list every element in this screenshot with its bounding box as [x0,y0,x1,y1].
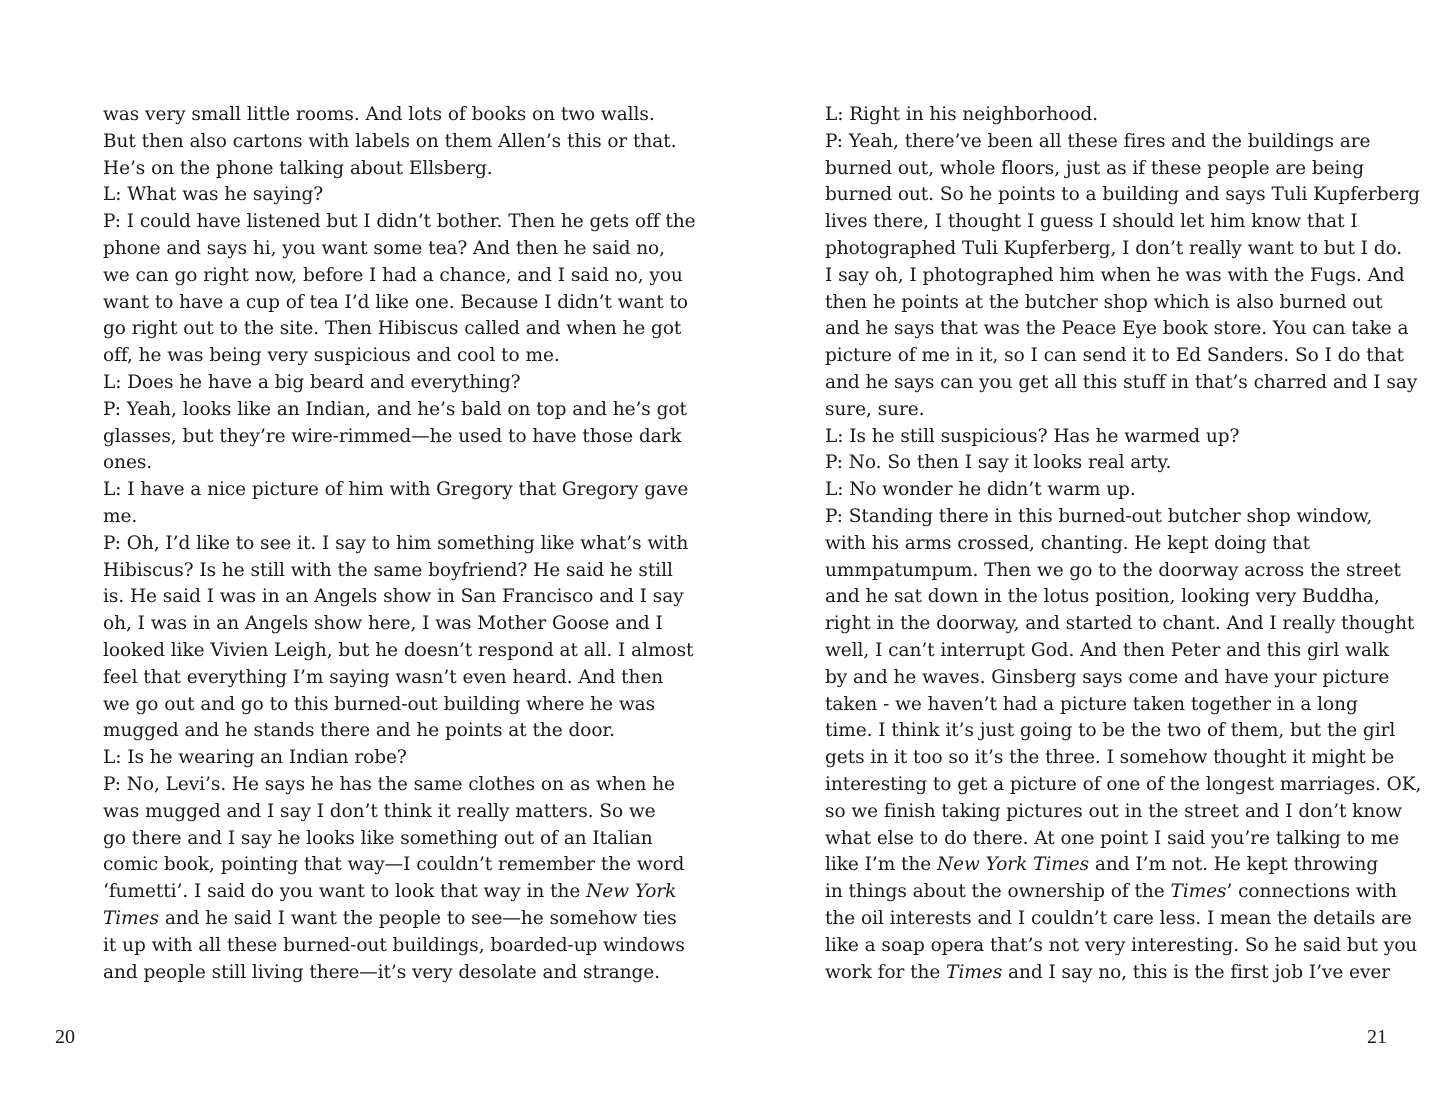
text-line: I say oh, I photographed him when he was with the Fugs. And [825,264,1405,286]
left-page [0,0,722,1101]
text-line: then he points at the butcher shop which is also burned out [825,291,1383,313]
text-line: P: Oh, I’d like to see it. I say to him something like what’s with [103,532,689,554]
right-page [722,0,1445,1101]
text-line: picture of me in it, so I can send it to Ed Sanders. So I do that [825,345,1404,367]
text-line: so we finish taking pictures out in the street and I don’t know [825,800,1403,822]
text-line: we can go right now, before I had a chance, and I said no, you [103,264,683,286]
text-line: L: Is he wearing an Indian robe? [103,747,407,769]
text-line: time. I think it’s just going to be the two of them, but the girl [825,720,1396,742]
text-line: But then also cartons with labels on them Allen’s this or that. [103,130,677,152]
text-line: lives there, I thought I guess I should let him know that I [825,211,1358,233]
text-line: P: Yeah, looks like an Indian, and he’s bald on top and he’s got [103,398,687,420]
text-line: interesting to get a picture of one of the longest marriages. OK, [825,773,1422,795]
text-line: and people still living there—it’s very desolate and strange. [103,961,660,983]
text-line: was mugged and I say I don’t think it really matters. So we [103,800,656,822]
text-line: sure, sure. [825,398,925,420]
text-line: right in the doorway, and started to chant. And I really thought [825,613,1415,635]
text-line: feel that everything I’m saying wasn’t even heard. And then [103,666,664,688]
text-line: L: No wonder he didn’t warm up. [825,479,1136,501]
text-line: well, I can’t interrupt God. And then Peter and this girl walk [825,639,1389,661]
page-number: 20 [55,1026,75,1048]
text-line: Hibiscus? Is he still with the same boyfriend? He said he still [103,559,673,581]
text-line: glasses, but they’re wire-rimmed—he used to have those dark [103,425,682,447]
text-line: off, he was being very suspicious and cool to me. [103,345,560,367]
text-line: gets in it too so it’s the three. I somehow thought it might be [825,747,1395,769]
text-line: burned out. So he points to a building and says Tuli Kupferberg [825,184,1420,206]
text-line: P: No. So then I say it looks real arty. [825,452,1172,474]
italic-title: Times [103,907,159,929]
text-line: work for the Times and I say no, this is the first job I’ve ever [825,961,1391,983]
text-line: and he sat down in the lotus position, looking very Buddha, [825,586,1380,608]
text-line: go right out to the site. Then Hibiscus called and when he got [103,318,682,340]
text-line: me. [103,505,138,527]
text-line: burned out, whole floors, just as if these people are being [825,157,1365,179]
text-line: want to have a cup of tea I’d like one. Because I didn’t want to [103,291,688,313]
text-line: photographed Tuli Kupferberg, I don’t really want to but I do. [825,237,1403,259]
text-line: taken - we haven’t had a picture taken together in a long [825,693,1358,715]
text-line: is. He said I was in an Angels show in San Francisco and I say [103,586,684,608]
page-number: 21 [1367,1026,1387,1048]
text-line: P: Yeah, there’ve been all these fires and the buildings are [825,130,1371,152]
text-line: we go out and go to this burned-out building where he was [103,693,656,715]
text-line: ‘fumetti’. I said do you want to look that way in the New York [103,881,677,903]
text-line: comic book, pointing that way—I couldn’t remember the word [103,854,685,876]
text-line: like I’m the New York Times and I’m not. He kept throwing [825,854,1379,876]
text-line: P: I could have listened but I didn’t bother. Then he gets off the [103,211,696,233]
text-line: with his arms crossed, chanting. He kept doing that [825,532,1311,554]
text-line: L: Does he have a big beard and everything? [103,371,521,393]
text-line: L: I have a nice picture of him with Gregory that Gregory gave [103,479,689,501]
text-line: go there and I say he looks like something out of an Italian [103,827,653,849]
text-line: was very small little rooms. And lots of books on two walls. [103,104,655,125]
text-line: ummpatumpum. Then we go to the doorway across the street [825,559,1401,581]
italic-title: Times [946,961,1003,983]
text-line: mugged and he stands there and he points at the door. [103,720,615,742]
text-line: oh, I was in an Angels show here, I was Mother Goose and I [103,613,663,635]
text-line: He’s on the phone talking about Ellsberg. [103,157,493,179]
body-text [103,102,696,986]
body-text [825,102,1422,986]
text-line: looked like Vivien Leigh, but he doesn’t respond at all. I almost [103,639,694,661]
text-line: in things about the ownership of the Times’ connections with [825,881,1397,903]
text-line: L: Is he still suspicious? Has he warmed up? [825,425,1240,447]
italic-title: New York Times [937,854,1090,876]
text-line: it up with all these burned-out buildings, boarded-up windows [103,934,685,956]
text-line: by and he waves. Ginsberg says come and have your picture [825,666,1390,688]
italic-title: New York [586,881,677,903]
text-line: what else to do there. At one point I said you’re talking to me [825,827,1400,849]
text-line: Times and he said I want the people to see—he somehow ties [103,907,677,929]
text-line: P: Standing there in this burned-out butcher shop window, [825,505,1373,527]
text-line: the oil interests and I couldn’t care less. I mean the details are [825,907,1412,929]
italic-title: Times [1170,881,1227,903]
text-line: L: What was he saying? [103,184,324,206]
text-line: ones. [103,452,153,474]
text-line: L: Right in his neighborhood. [825,104,1099,125]
text-line: like a soap opera that’s not very interesting. So he said but you [825,934,1418,956]
text-line: and he says can you get all this stuff in that’s charred and I say [825,371,1418,393]
text-line: P: No, Levi’s. He says he has the same clothes on as when he [103,773,675,795]
text-line: and he says that was the Peace Eye book store. You can take a [825,318,1409,340]
text-line: phone and says hi, you want some tea? And then he said no, [103,237,665,259]
